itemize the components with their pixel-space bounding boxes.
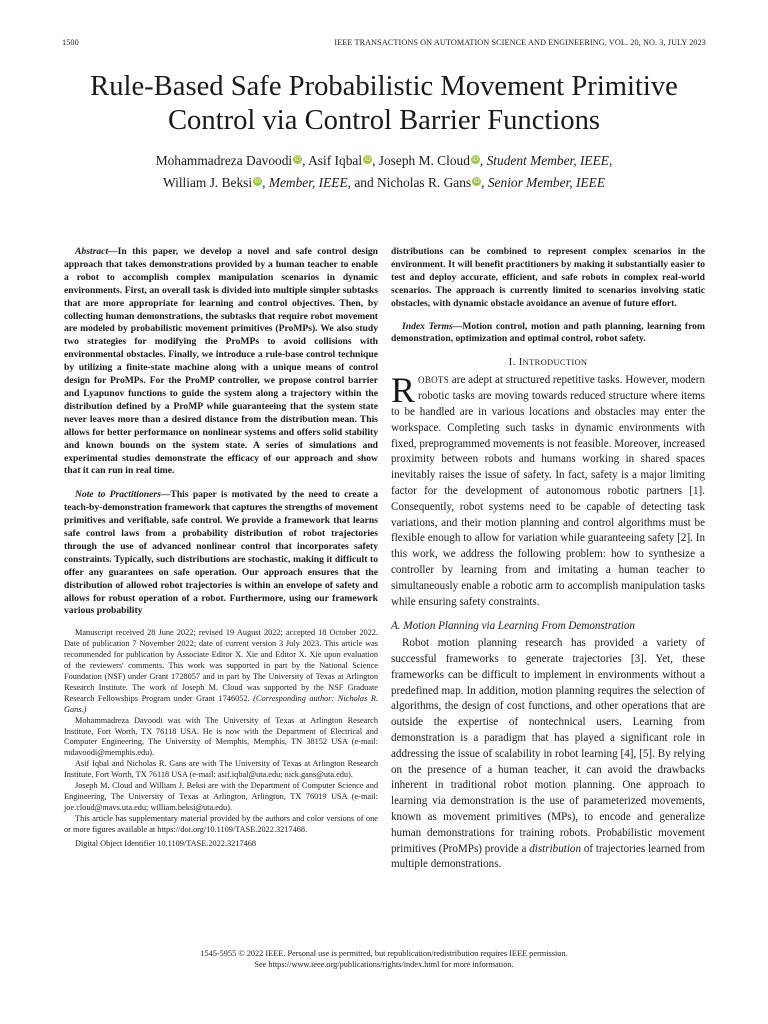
- intro-paragraph-1: ROBOTS are adept at structured repetitive tasks. However, modern robotic tasks are moving towards reduced structure where items to be handled are in various locations and obstacles may enter the workspace. Completing such tasks in dynamic environments with fixed, preprogrammed movements is not feasible. Moreover, increased proximity between robots and humans working in shared spaces inevitably raises the issue of safety. In fact, safety is a major limiting factor for the development of autonomous robotic partners [1]. Consequently, robot systems need to be capable of detecting task variations, and their motion planning and control algorithms must be flexible enough to allow for variation while guaranteeing safety [2]. In this work, we address the following problem: how to synthesize a controller by learning from and imitating a human teacher to simultaneously enable a robotic arm to accomplish manipulation tasks while ensuring safety constraints.: [391, 370, 705, 608]
- doi: Digital Object Identifier 10.1109/TASE.2022.3217468: [75, 838, 257, 848]
- index-terms-text: Motion control, motion and path planning, learning from demonstration, optimization and optimal control, robot safety.: [391, 320, 705, 345]
- note-text: This paper is motivated by the need to create a teach-by-demonstration framework that captures the strengths of movement primitives and verifiable, safe control. We provide a framework that learns safe control laws from a probability distribution of robot trajectories through the use of advanced nonlinear control that incorporates safety constraints. Typically, such distributions are stochastic, making it difficult to offer any guarantees on safe operation. Our approach ensures that the distribution of allowed robot trajectories is within an envelope of safety and allows for robust operation of a robot. Furthermore, using our framework various probability: [64, 489, 378, 617]
- index-terms: [391, 321, 705, 347]
- running-header: [62, 38, 706, 50]
- author-conjunction: and: [354, 175, 374, 190]
- author-name: Mohammadreza Davoodi: [155, 153, 293, 168]
- copyright-notice: [40, 948, 728, 970]
- footnote-affiliation-3: Joseph M. Cloud and William J. Beksi are with the Department of Computer Science and Engineering, The University of Texas at Arlington, Arlington, TX 76019 USA (e-mail: joe.cloud@mavs.uta.edu; william.beksi@uta.edu).: [64, 781, 378, 812]
- section-heading-introduction: [391, 356, 705, 368]
- author-name: Joseph M. Cloud: [378, 153, 470, 168]
- footnote-manuscript: Manuscript received 28 June 2022; revised 19 August 2022; accepted 18 October 2022. Date of publication 7 November 2022; date of current version 3 July 2023. This article was recommended for publication by Associate Editor X. Xie and Editor X. Xie upon evaluation of the reviewers' comments. This work was supported in part by the National Science Foundation (NSF) under Grant 1728057 and in part by The University of Texas at Arlington Research Institute. The work of Joseph M. Cloud was supported by the NSF Graduate Research Fellowships Program under Grant 1746052. (Corresponding author: Nicholas R. Gans.): [64, 628, 378, 714]
- footnote-affiliation-1: Mohammadreza Davoodi was with The University of Texas at Arlington Research Institute, Fort Worth, TX 76118 USA. He is now with the Department of Electrical and Computer Engineering, The University of Memphis, Memphis, TN 38152 USA (e-mail: mdavoodi@memphis.edu).: [64, 715, 378, 758]
- drop-cap: R: [391, 370, 416, 411]
- corresponding-author: (Corresponding author: Nicholas R. Gans.): [64, 693, 378, 714]
- orcid-icon[interactable]: iD: [472, 156, 479, 163]
- title-line-2: Control via Control Barrier Functions: [167, 105, 601, 136]
- subsection-heading-a: A. Motion Planning via Learning From Demonstration: [391, 620, 635, 633]
- page-number: 1500: [62, 38, 79, 47]
- note-continued-text: distributions can be combined to represent complex scenarios in the environment. It will benefit practitioners by making it substantially easier to test and deploy accurate, efficient, and safe robots in complex real-world scenarios. The approach is currently limited to scenarios involving static obstacles, with dynamic obstacle avoidance an avenue of future effort.: [391, 246, 705, 309]
- copyright-line-1: 1545-5955 © 2022 IEEE. Personal use is permitted, but republication/redistribution requires IEEE permission.: [200, 949, 568, 958]
- copyright-line-2: See https://www.ieee.org/publications/rights/index.html for more information.: [254, 960, 514, 969]
- intro-paragraph-2: Robot motion planning research has provided a variety of successful frameworks to generate trajectories [3]. Yet, these frameworks can be difficult to implement in environments without a predefined map. In addition, motion planning requires the selection of algorithms, the design of cost functions, and other operations that are outside the expertise of nontechnical users. Learning from demonstration is a paradigm that has played a significant role in addressing the issue of scalability in robot learning [4], [5]. By relying on the presence of a human teacher, it can avoid the drawbacks inherent in traditional robot motion planning. One approach to learning via demonstration is the use of parameterized movements, known as movement primitives (MPs), to encode and generalize human demonstrations for training robots. Probabilistic movement primitives (ProMPs) provide a distribution of trajectories learned from multiple demonstrations.: [391, 637, 706, 871]
- footnote: [64, 628, 378, 849]
- abstract-text: In this paper, we develop a novel and safe control design approach that takes demonstrations provided by a human teacher to enable a robot to accomplish complex manipulation scenarios in dynamic environments. First, an overall task is divided into multiple simpler subtasks that are more appropriate for learning and control objectives. Then, by collecting human demonstrations, the subtasks that require robot movement are modeled by probabilistic movement primitives (ProMPs). We also study two strategies for modifying the ProMPs to avoid collisions with environmental obstacles. Finally, we introduce a rule-base control technique by utilizing a finite-state machine along with a unique means of control design for ProMPs. For the ProMP controller, we propose control barrier and Lyapunov functions to guide the system along a trajectory within the distribution defined by a ProMP while guaranteeing that the system state never leaves more than a desired distance from the distribution mean. This allows for better performance on nonlinear systems and offers solid stability and known bounds on the system state. A series of simulations and experimental studies demonstrate the efficacy of our approach and show that it can run in real time.: [64, 246, 378, 477]
- footnote-supplementary: This article has supplementary material provided by the authors and color versions of one or more figures available at https://doi.org/10.1109/TASE.2022.3217468.: [64, 813, 378, 834]
- emphasis-text: distribution: [529, 842, 582, 855]
- author-line-1: Mohammadreza Davoodi iD, Asif Iqbal iD, Joseph M. Cloud iD, Student Member, IEEE,: [155, 153, 613, 168]
- index-terms-label: Index Terms—: [402, 320, 463, 332]
- abstract: [64, 246, 378, 618]
- title-line-1: Rule-Based Safe Probabilistic Movement Primitive: [90, 71, 678, 102]
- orcid-icon[interactable]: iD: [364, 156, 371, 163]
- drop-cap-word: OBOTS: [418, 375, 450, 386]
- note-label: Note to Practitioners—: [75, 489, 171, 501]
- paper-title: [40, 70, 728, 138]
- journal-info: IEEE TRANSACTIONS ON AUTOMATION SCIENCE AND ENGINEERING, VOL. 20, NO. 3, JULY 2023: [334, 38, 706, 47]
- abstract-continued: [391, 246, 705, 346]
- author-role: Student Member, IEEE: [486, 153, 609, 168]
- author-name: William J. Beksi: [163, 175, 253, 190]
- abstract-label: Abstract—: [75, 246, 118, 257]
- abstract-paragraph: [64, 246, 378, 478]
- orcid-icon[interactable]: iD: [254, 178, 261, 185]
- section-number: I.: [508, 356, 516, 369]
- section-title-first: I: [518, 356, 523, 369]
- author-line-2: William J. Beksi iD, Member, IEEE, and Nicholas R. Gans iD, Senior Member, IEEE: [163, 175, 605, 190]
- author-role: Member, IEEE: [268, 175, 348, 190]
- note-to-practitioners: [64, 489, 378, 618]
- author-name: Asif Iqbal: [308, 153, 363, 168]
- section-title-rest: NTRODUCTION: [522, 357, 588, 368]
- orcid-icon[interactable]: iD: [294, 156, 301, 163]
- left-column: [64, 246, 378, 850]
- orcid-icon[interactable]: iD: [473, 178, 480, 185]
- author-list: [40, 150, 728, 194]
- author-name: Nicholas R. Gans: [377, 175, 472, 190]
- right-column: [391, 246, 705, 873]
- footnote-affiliation-2: Asif Iqbal and Nicholas R. Gans are with The University of Texas at Arlington Research Institute, Fort Worth, TX 76118 USA (e-mail: asif.iqbal@uta.edu; nick.gans@uta.edu).: [64, 759, 378, 780]
- author-role: Senior Member, IEEE: [487, 175, 605, 190]
